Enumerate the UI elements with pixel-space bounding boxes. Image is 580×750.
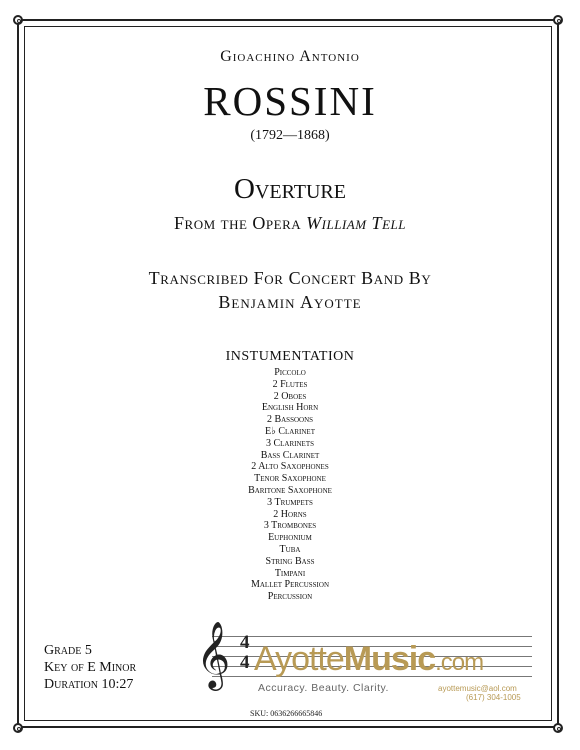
brand-suffix: .com (435, 649, 484, 676)
composer-dates: (1792—1868) (250, 128, 330, 143)
instrumentation-heading: INSTUMENTATION (225, 349, 355, 364)
staff-line (212, 636, 532, 637)
instrument-item: Baritone Saxophone (248, 484, 332, 496)
corner-ornament-top-right (553, 15, 563, 25)
composer-first-names: Gioachino Antonio (220, 48, 360, 65)
opera-name: William Tell (306, 213, 406, 233)
publisher-logo (196, 618, 541, 702)
instrument-item: Bass Clarinet (260, 449, 320, 461)
publisher-email: ayottemusic@aol.com (438, 684, 517, 693)
brand-part-1: Ayotte (254, 640, 344, 678)
instrument-item: E♭ Clarinet (265, 425, 315, 437)
brand-tagline: Accuracy. Beauty. Clarity. (258, 682, 389, 694)
instrument-item: 2 Bassoons (266, 414, 314, 426)
instrument-item: 2 Flutes (272, 378, 308, 390)
corner-ornament-top-left (13, 15, 23, 25)
transcribed-line: Transcribed For Concert Band By (148, 268, 432, 288)
work-title: Overture (234, 173, 346, 205)
brand-name (254, 640, 483, 679)
duration-label: Duration 10:27 (44, 677, 134, 692)
instrument-item: Tuba (279, 543, 301, 555)
corner-ornament-bottom-left (13, 723, 23, 733)
instrument-item: 2 Alto Saxophones (251, 461, 329, 473)
arranger-name: Benjamin Ayotte (218, 292, 362, 312)
composer-last-name: ROSSINI (203, 78, 377, 124)
key-label: Key of E Minor (44, 660, 137, 675)
instrument-item: 3 Clarinets (265, 437, 314, 449)
instrument-item: 3 Trumpets (267, 496, 313, 508)
time-signature-bottom: 4 (240, 652, 250, 673)
time-signature-top: 4 (240, 632, 250, 653)
instrument-item: 2 Horns (273, 508, 307, 520)
corner-ornament-bottom-right (553, 723, 563, 733)
work-subtitle (0, 213, 580, 234)
instrument-item: Tenor Saxophone (254, 473, 326, 485)
instrumentation-list (0, 367, 580, 603)
instrument-item: Percussion (267, 591, 313, 603)
grade-label: Grade 5 (44, 643, 92, 658)
instrument-item: English Horn (261, 402, 319, 414)
treble-clef-icon: 𝄞 (196, 620, 231, 688)
instrument-item: Mallet Percussion (250, 579, 329, 591)
instrument-item: Piccolo (274, 367, 306, 378)
instrument-item: Timpani (274, 567, 306, 579)
instrument-item: Euphonium (268, 532, 312, 544)
instrument-item: 3 Trombones (263, 520, 317, 532)
instrument-item: String Bass (265, 555, 315, 567)
brand-part-2: Music (343, 640, 436, 678)
publisher-phone: (617) 304-1005 (466, 693, 521, 702)
instrument-item: 2 Oboes (273, 390, 307, 402)
sku-label: SKU: 0636266665846 (250, 709, 323, 718)
subtitle-prefix: From the Opera (174, 213, 307, 233)
